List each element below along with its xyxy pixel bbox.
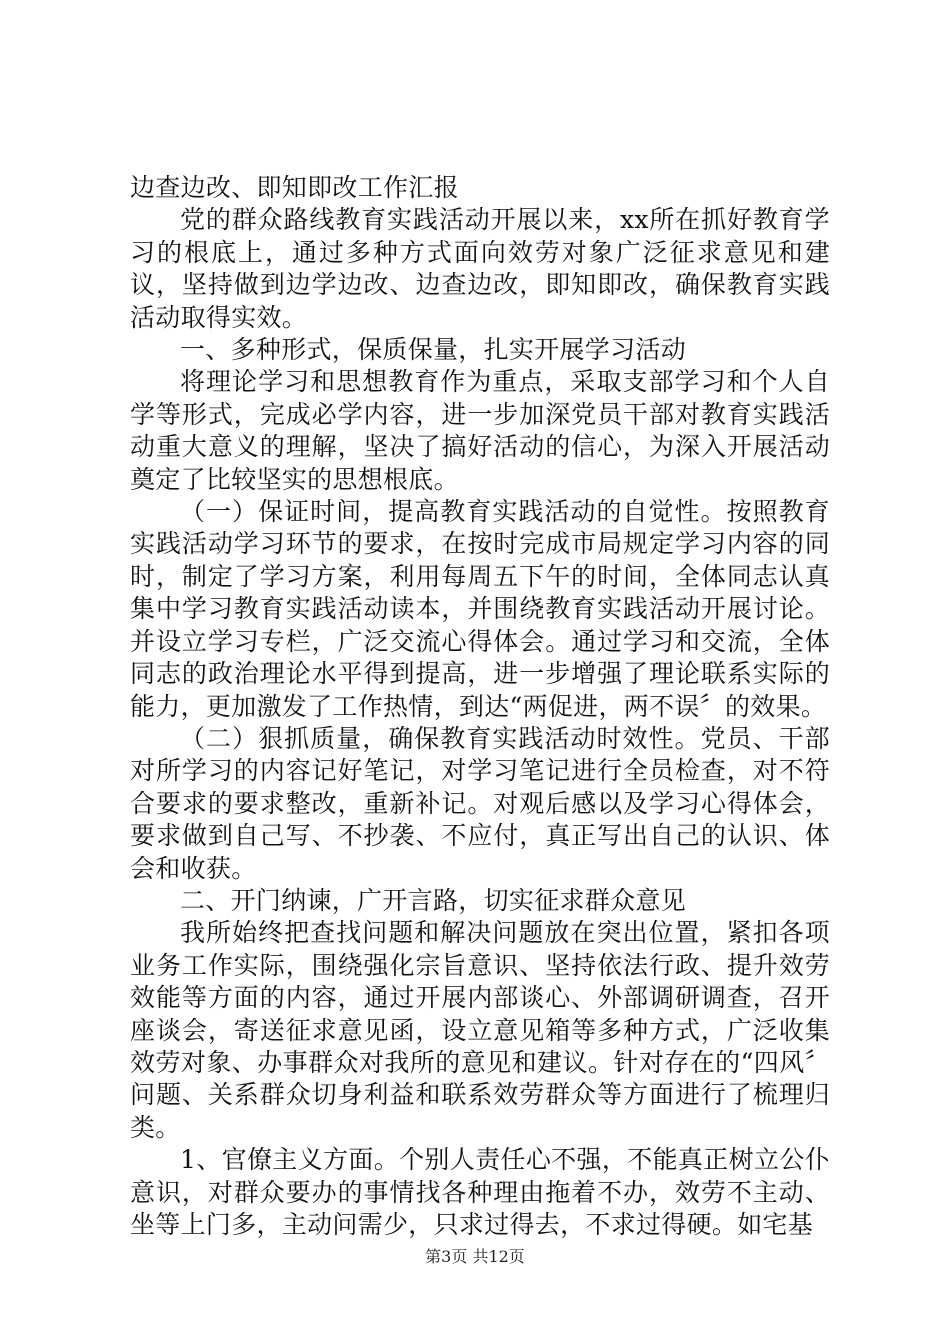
document-body — [130, 172, 830, 1241]
section-heading-2: 二、开门纳谏，广开言路，切实征求群众意见 — [180, 885, 687, 915]
paragraph-theory-study: 将理论学习和思想教育作为重点，采取支部学习和个人自学等形式，完成必学内容，进一步加深党员干部对教育实践活动重大意义的理解，坚决了搞好活动的信心，为深入开展活动奠定了比较坚实的思想根底。 — [130, 367, 830, 494]
paragraph-subsection-2: （二）狠抓质量，确保教育实践活动时效性。党员、干部对所学习的内容记好笔记，对学习笔记进行全员检查，对不符合要求的要求整改，重新补记。对观后感以及学习心得体会，要求做到自己写、不抄袭、不应付，真正写出自己的认识、体会和收获。 — [130, 723, 830, 883]
paragraph-bureaucracy: 1、官僚主义方面。个别人责任心不强，不能真正树立公仆意识，对群众要办的事情找各种理由拖着不办，效劳不主动、坐等上门多，主动问需少，只求过得去，不求过得硬。如宅基 — [130, 1145, 830, 1239]
section-heading-1: 一、多种形式，保质保量，扎实开展学习活动 — [180, 335, 687, 365]
document-heading: 边查边改、即知即改工作汇报 — [130, 173, 459, 202]
paragraph-subsection-1: （一）保证时间，提高教育实践活动的自觉性。按照教育实践活动学习环节的要求，在按时完成市局规定学习内容的同时，制定了学习方案，利用每周五下午的时间，全体同志认真集中学习教育实践活动读本，并围绕教育实践活动开展讨论。并设立学习专栏，广泛交流心得体会。通过学习和交流，全体同志的政治理论水平得到提高，进一步增强了理论联系实际的能力，更加激发了工作热情，到达“两促进，两不误〞的效果。 — [130, 497, 830, 721]
page-footer: 第3页 共12页 — [425, 1247, 525, 1266]
paragraph-opinions: 我所始终把查找问题和解决问题放在突出位置，紧扣各项业务工作实际，围绕强化宗旨意识、坚持依法行政、提升效劳效能等方面的内容，通过开展内部谈心、外部调研调查，召开座谈会，寄送征求意见函，设立意见箱等多种方式，广泛收集效劳对象、办事群众对我所的意见和建议。针对存在的“四风〞问题、关系群众切身利益和联系效劳群众等方面进行了梳理归类。 — [130, 918, 830, 1142]
paragraph-intro: 党的群众路线教育实践活动开展以来，xx所在抓好教育学习的根底上，通过多种方式面向效劳对象广泛征求意见和建议，坚持做到边学边改、边查边改，即知即改，确保教育实践活动取得实效。 — [130, 205, 830, 332]
